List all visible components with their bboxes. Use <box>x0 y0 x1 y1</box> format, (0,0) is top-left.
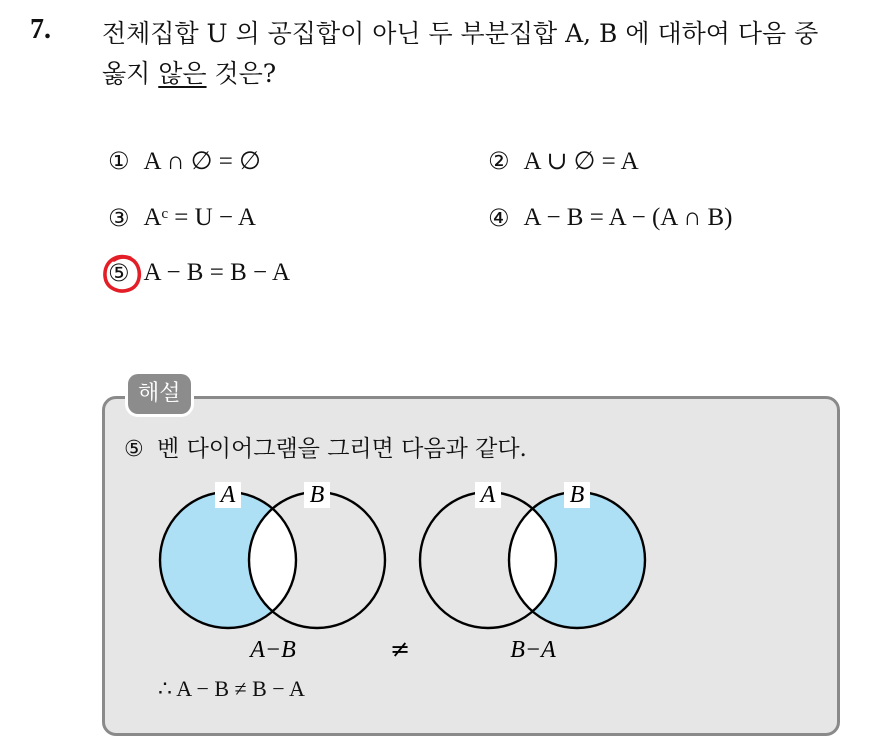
stem-suffix: 것은? <box>206 59 277 88</box>
conclusion-line: ∴ A − B ≠ B − A <box>158 676 305 701</box>
venn-left-caption: A−B <box>250 637 296 663</box>
choice-expression: Aᶜ = U − A <box>143 204 256 231</box>
question-number: 7. <box>30 14 51 45</box>
answer-circle-mark <box>100 252 144 296</box>
venn-right-label-b: B <box>569 482 585 508</box>
choice-number: ④ <box>488 204 510 232</box>
venn-left-label-a: A <box>220 482 236 508</box>
choice-expression: A ∩ ∅ = ∅ <box>143 148 261 175</box>
stem-emphasis: 않은 <box>158 59 207 88</box>
stem-line-1: 전체집합 U 의 공집합이 아닌 두 부분집합 A, B 에 대하여 다음 중 <box>102 19 819 48</box>
question-stem <box>102 14 872 94</box>
venn-left-label-b: B <box>309 482 325 508</box>
venn-right-label-a: A <box>480 482 496 508</box>
choice-expression: A − B = A − (A ∩ B) <box>523 204 733 231</box>
venn-relation: ≠ <box>389 635 411 663</box>
choice-number: ① <box>108 147 130 175</box>
explanation-tag: 해설 <box>128 374 191 414</box>
explanation-sentence: 벤 다이어그램을 그리면 다음과 같다. <box>157 436 527 462</box>
choice-1[interactable] <box>108 146 261 176</box>
stem-prefix: 옳지 <box>102 59 159 88</box>
venn-diagrams <box>150 476 670 666</box>
choice-2[interactable] <box>488 146 639 176</box>
choice-number: ③ <box>108 204 130 232</box>
choice-number: ② <box>488 147 510 175</box>
choice-3[interactable] <box>108 204 256 232</box>
choice-4[interactable] <box>488 204 733 232</box>
choice-expression: A ∪ ∅ = A <box>523 148 639 175</box>
explanation-text <box>124 430 527 463</box>
choice-number: ⑤ <box>108 259 130 287</box>
venn-right-caption: B−A <box>510 637 556 663</box>
stem-line-2 <box>102 54 872 94</box>
choice-expression: A − B = B − A <box>143 259 291 286</box>
explanation-number: ⑤ <box>124 437 144 462</box>
